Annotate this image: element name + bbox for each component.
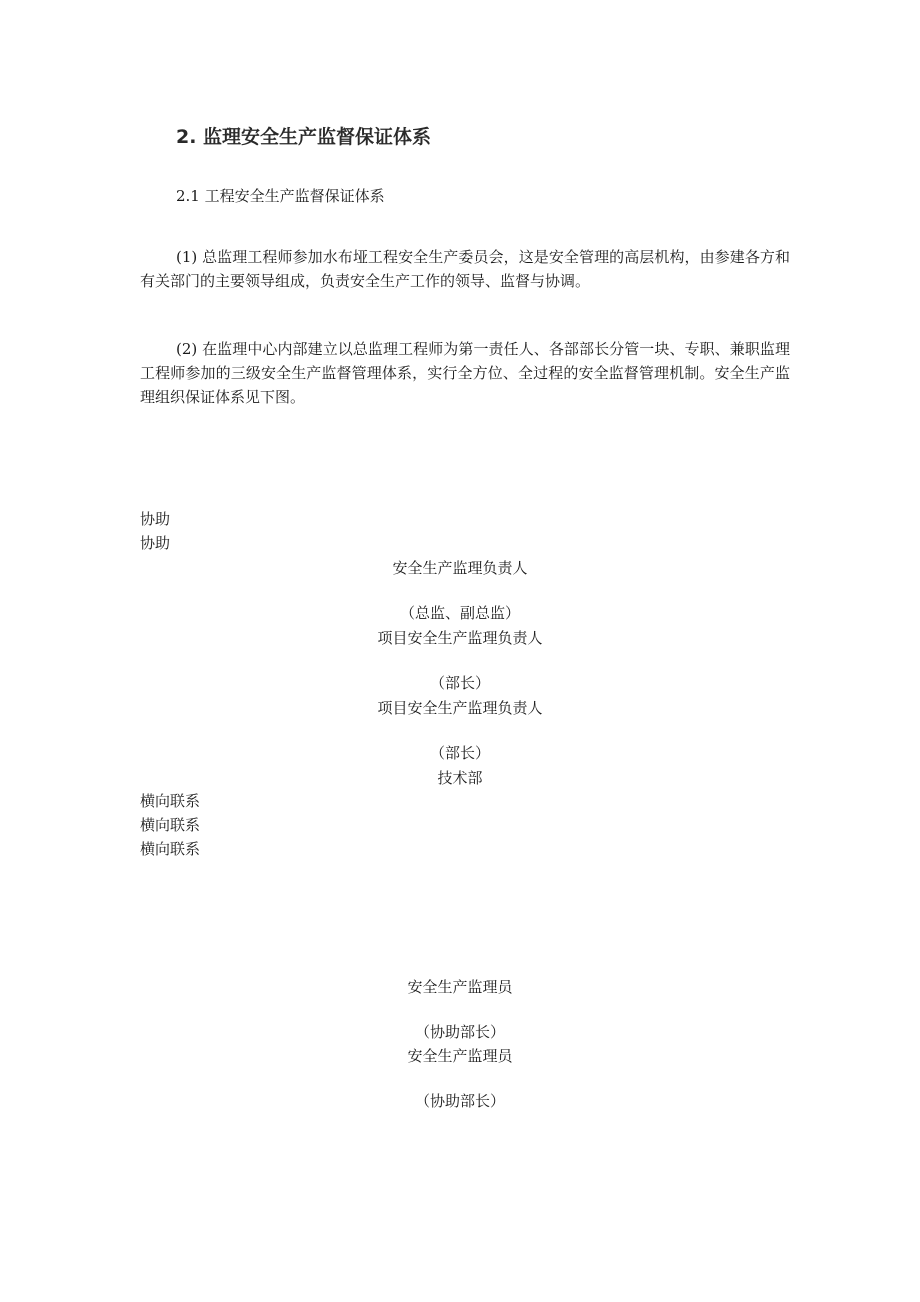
- node-project-lead-sub: （部长）: [429, 744, 490, 762]
- assist-label: 协助: [140, 510, 171, 528]
- horizontal-link-label: 横向联系: [140, 816, 201, 834]
- node-technical-dept: 技术部: [437, 769, 483, 787]
- subsection-heading: 2.1 工程安全生产监督保证体系: [176, 187, 385, 205]
- node-chief-title: 安全生产监理负责人: [392, 559, 528, 577]
- node-project-lead-sub: （部长）: [429, 674, 490, 692]
- node-chief-sub: （总监、副总监）: [399, 604, 520, 622]
- node-project-lead-title: 项目安全生产监理负责人: [377, 699, 543, 717]
- assist-label: 协助: [140, 534, 171, 552]
- node-inspector-sub: （协助部长）: [414, 1023, 505, 1041]
- paragraph-2: (2) 在监理中心内部建立以总监理工程师为第一责任人、各部部长分管一块、专职、兼职监理工程师参加的三级安全生产监督管理体系，实行全方位、全过程的安全监督管理机制。安全生产监理组织保证体系见下图。: [140, 340, 790, 406]
- horizontal-link-label: 横向联系: [140, 840, 201, 858]
- node-inspector-sub: （协助部长）: [414, 1092, 505, 1110]
- horizontal-link-label: 横向联系: [140, 792, 201, 810]
- node-inspector-title: 安全生产监理员: [407, 978, 513, 996]
- node-inspector-title: 安全生产监理员: [407, 1047, 513, 1065]
- node-project-lead-title: 项目安全生产监理负责人: [377, 629, 543, 647]
- section-heading: 2. 监理安全生产监督保证体系: [176, 126, 432, 148]
- paragraph-1: (1) 总监理工程师参加水布垭工程安全生产委员会，这是安全管理的高层机构，由参建各方和有关部门的主要领导组成，负责安全生产工作的领导、监督与协调。: [140, 248, 790, 290]
